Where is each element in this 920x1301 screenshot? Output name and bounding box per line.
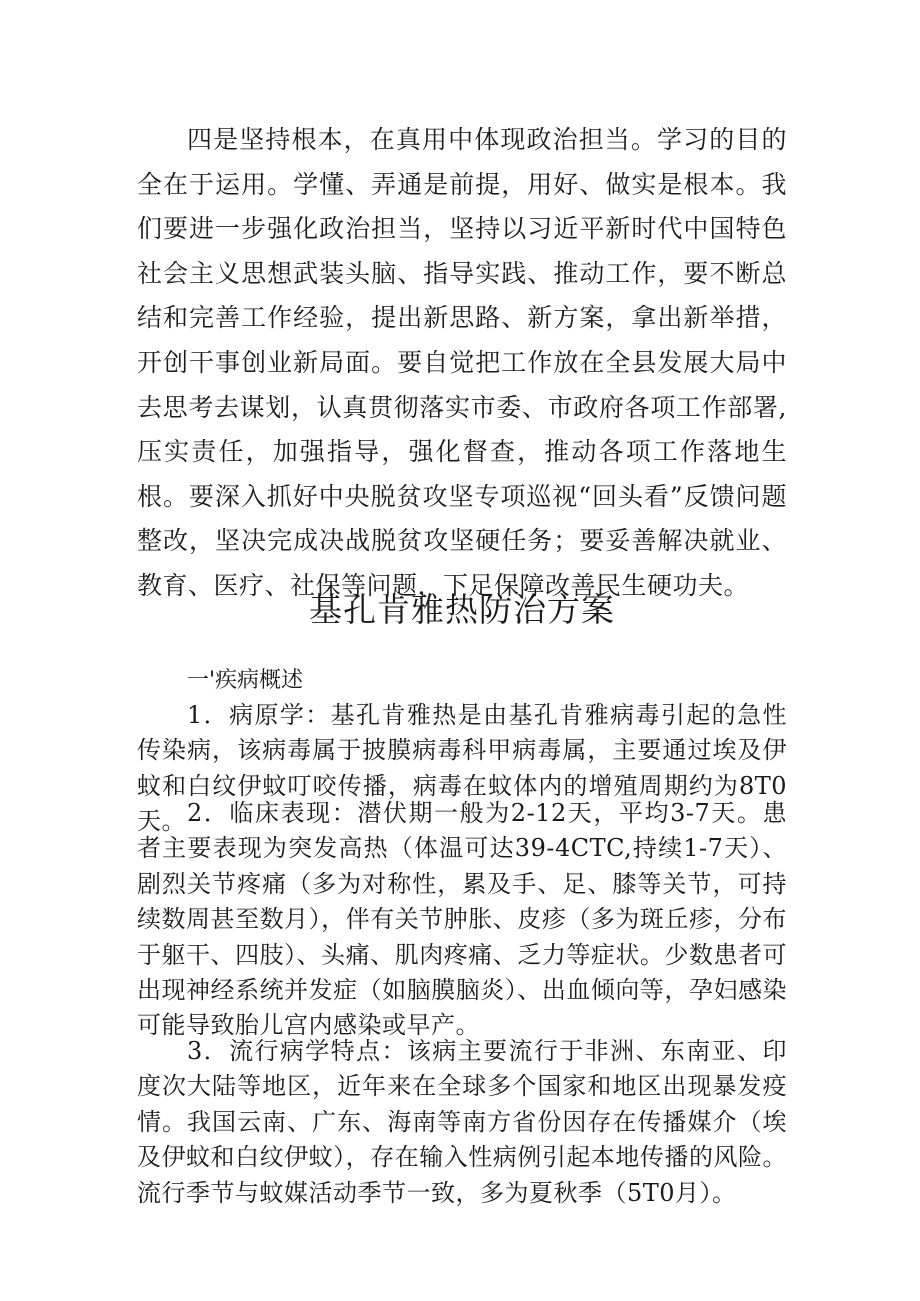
section-item-epidemiology: 3．流行病学特点：该病主要流行于非洲、东南亚、印度次大陆等地区，近年来在全球多个国家和地区出现暴发疫情。我国云南、广东、海南等南方省份因存在传播媒介（埃及伊蚊和白纹伊蚊），存在输入性病例引起本地传播的风险。流行季节与蚊媒活动季节一致，多为夏秋季（5T0月）。 [137,1037,787,1207]
section-heading: 一'疾病概述 [187,668,304,693]
section-item-clinical: 2．临床表现：潜伏期一般为2-12天，平均3-7天。患者主要表现为突发高热（体温可达39-4CTC,持续1-7天）、剧烈关节疼痛（多为对称性，累及手、足、膝等关节，可持续数周甚至数月），伴有关节肿胀、皮疹（多为斑丘疹，分布于躯干、四肢）、头痛、肌肉疼痛、乏力等症状。少数患者可出现神经系统并发症（如脑膜脑炎）、出血倾向等，孕妇感染可能导致胎儿宫内感染或早产。 [137,799,787,1040]
document-title: 基孔肯雅热防治方案 [309,590,615,629]
section-item-pathogen: 1．病原学：基孔肯雅热是由基孔肯雅病毒引起的急性传染病，该病毒属于披膜病毒科甲病毒属，主要通过埃及伊蚊和白纹伊蚊叮咬传播，病毒在蚊体内的增殖周期约为8T0天。 [137,701,787,836]
body-paragraph: 四是坚持根本，在真用中体现政治担当。学习的目的全在于运用。学懂、弄通是前提，用好、做实是根本。我们要进一步强化政治担当，坚持以习近平新时代中国特色社会主义思想武装头脑、指导实践、推动工作，要不断总结和完善工作经验，提出新思路、新方案，拿出新举措，开创干事创业新局面。要自觉把工作放在全县发展大局中去思考去谋划，认真贯彻落实市委、市政府各项工作部署,压实责任，加强指导，强化督查，推动各项工作落地生根。要深入抓好中央脱贫攻坚专项巡视“回头看”反馈问题整改，坚决完成决战脱贫攻坚硬任务；要妥善解决就业、教育、医疗、社保等问题，下足保障改善民生硬功夫。 [137,125,787,600]
